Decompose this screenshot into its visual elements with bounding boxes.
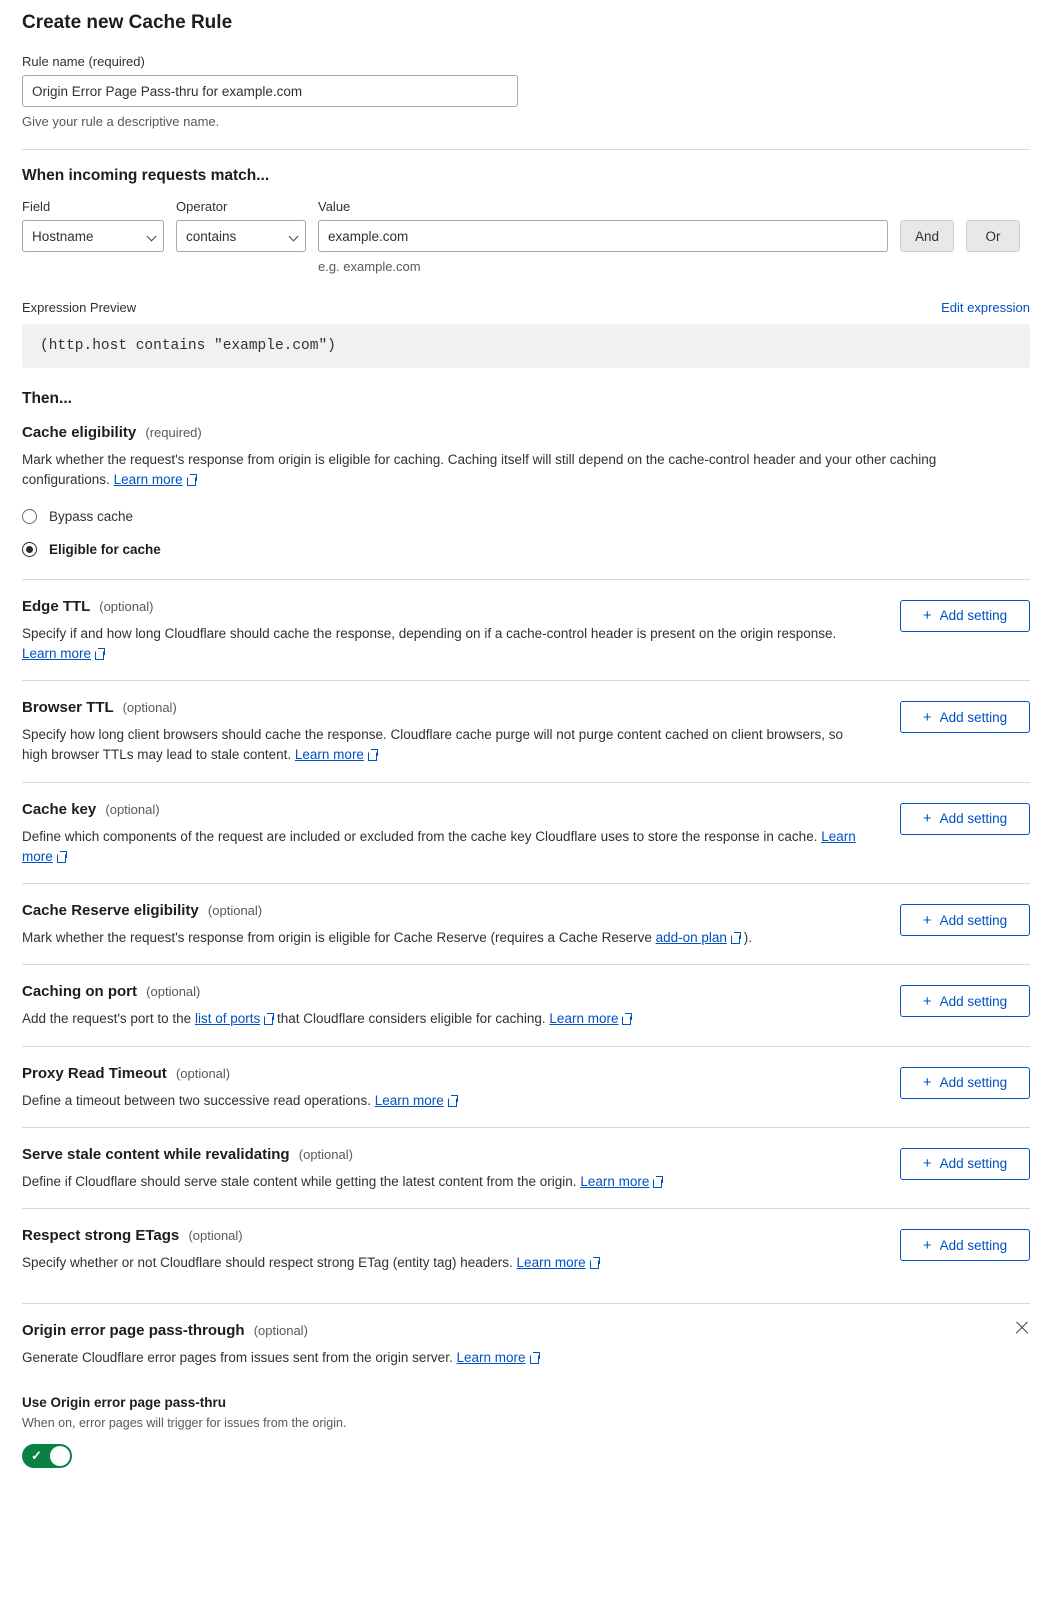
setting-description-post: ).	[743, 930, 752, 945]
add-setting-button[interactable]	[900, 1148, 1030, 1180]
setting-description-text: Define if Cloudflare should serve stale content while getting the latest content from the origin.	[22, 1173, 577, 1189]
setting-title-text: Browser TTL	[22, 699, 114, 716]
origin-error-page-title	[22, 1322, 1030, 1339]
radio-bypass-cache[interactable]	[22, 509, 1030, 524]
setting-description-post: that Cloudflare considers eligible for caching.	[277, 1011, 546, 1027]
setting-optional: (optional)	[146, 984, 201, 1000]
setting-row	[22, 883, 1030, 964]
operator-label: Operator	[176, 199, 228, 214]
setting-row	[22, 782, 1030, 884]
plus-icon: +	[922, 911, 932, 929]
external-link-icon	[530, 1353, 539, 1362]
value-label: Value	[318, 199, 351, 214]
setting-description	[22, 725, 862, 766]
value-input-wrap	[318, 220, 888, 274]
add-setting-label: Add setting	[939, 993, 1008, 1009]
learn-more-link[interactable]: Learn more	[22, 645, 92, 661]
origin-error-page-description-text: Generate Cloudflare error pages from issues sent from the origin server.	[22, 1350, 453, 1366]
add-setting-button[interactable]	[900, 985, 1030, 1017]
cache-eligibility-title-text: Cache eligibility	[22, 424, 137, 441]
toggle-title: Use Origin error page pass-thru	[22, 1394, 227, 1410]
setting-title	[22, 598, 862, 615]
plus-icon: +	[922, 1155, 932, 1173]
field-select-wrap	[22, 220, 164, 252]
setting-title-text: Respect strong ETags	[22, 1227, 180, 1244]
external-link-icon	[187, 475, 196, 484]
add-setting-label: Add setting	[939, 709, 1008, 725]
plus-icon: +	[922, 810, 932, 827]
edit-expression-link[interactable]: Edit expression	[941, 300, 1030, 315]
add-setting-label: Add setting	[939, 608, 1008, 623]
plus-icon: +	[922, 607, 932, 624]
learn-more-link[interactable]: Learn more	[374, 1092, 444, 1108]
rule-name-label: Rule name (required)	[22, 54, 145, 69]
setting-title	[22, 902, 752, 919]
learn-more-link[interactable]: Learn more	[294, 747, 364, 763]
match-column-labels	[22, 199, 1030, 214]
setting-description-text: Define a timeout between two successive read operations.	[22, 1092, 371, 1108]
field-select[interactable]	[22, 220, 164, 252]
origin-error-page-toggle[interactable]	[22, 1444, 72, 1468]
setting-row	[22, 579, 1030, 681]
setting-title	[22, 983, 631, 1000]
setting-optional: (optional)	[188, 1228, 243, 1243]
setting-title-text: Cache Reserve eligibility	[22, 902, 199, 919]
list-of-ports-link[interactable]: list of ports	[194, 1011, 261, 1027]
add-setting-button[interactable]	[900, 1067, 1030, 1099]
setting-title	[22, 1146, 662, 1163]
radio-eligible-for-cache[interactable]	[22, 542, 1030, 557]
setting-description-text: Specify how long client browsers should cache the response. Cloudflare cache purge will not purge content cached on client browsers, so high browser TTLs may lead to stale content.	[22, 727, 843, 763]
plus-icon: +	[922, 992, 932, 1010]
expression-header	[22, 300, 1030, 315]
match-section-title: When incoming requests match...	[22, 167, 270, 184]
external-link-icon	[264, 1014, 273, 1023]
origin-error-page-description	[22, 1348, 1030, 1368]
setting-optional: (optional)	[298, 1146, 353, 1162]
add-setting-button[interactable]	[900, 803, 1030, 835]
external-link-icon	[448, 1096, 457, 1105]
expression-preview: (http.host contains "example.com")	[22, 324, 1030, 368]
setting-description-pre: Add the request's port to the	[22, 1011, 192, 1027]
setting-description	[22, 1172, 662, 1192]
cache-eligibility-description-text: Mark whether the request's response from origin is eligible for caching. Caching itself will still depend on the cache-control header and your other caching configurations.	[22, 452, 937, 488]
setting-title	[22, 1065, 457, 1082]
value-input[interactable]	[318, 220, 888, 252]
learn-more-link[interactable]: Learn more	[22, 828, 856, 864]
setting-title-text: Caching on port	[22, 983, 137, 1001]
learn-more-link[interactable]: Learn more	[516, 1255, 586, 1270]
and-button[interactable]: And	[900, 220, 954, 252]
setting-text	[22, 983, 631, 1029]
setting-row	[22, 1046, 1030, 1127]
setting-title-text: Serve stale content while revalidating	[22, 1145, 290, 1163]
add-setting-label: Add setting	[939, 1156, 1008, 1172]
setting-optional: (optional)	[122, 700, 177, 715]
setting-description-text: Define which components of the request are included or excluded from the cache key Cloudflare uses to store the response in cache.	[22, 828, 818, 844]
setting-description-pre: Mark whether the request's response from origin is eligible for Cache Reserve (requires a Cache Reserve	[22, 930, 652, 945]
setting-text	[22, 902, 752, 948]
radio-eligible-for-cache-label: Eligible for cache	[49, 541, 161, 557]
check-icon: ✓	[31, 1447, 42, 1463]
origin-error-page-section	[22, 1303, 1030, 1467]
setting-optional: (optional)	[105, 801, 160, 817]
learn-more-link[interactable]: Learn more	[549, 1011, 619, 1027]
toggle-knob	[50, 1446, 70, 1466]
radio-icon-unchecked[interactable]	[22, 509, 37, 524]
setting-title-text: Edge TTL	[22, 597, 91, 615]
rule-name-input[interactable]	[22, 75, 518, 107]
then-section-title: Then...	[22, 390, 72, 407]
setting-text	[22, 801, 862, 868]
setting-optional: (optional)	[99, 598, 154, 614]
setting-optional: (optional)	[175, 1065, 231, 1081]
learn-more-link[interactable]: Learn more	[580, 1173, 650, 1189]
radio-bypass-cache-label: Bypass cache	[49, 508, 134, 524]
plus-icon: +	[922, 1074, 932, 1091]
setting-description	[22, 1253, 599, 1273]
setting-description-text: Specify if and how long Cloudflare should cache the response, depending on if a cache-control header is present on the origin response.	[22, 625, 837, 641]
add-setting-button[interactable]	[900, 1229, 1030, 1261]
setting-description	[22, 1009, 631, 1029]
external-link-icon	[653, 1177, 662, 1186]
add-setting-button[interactable]	[900, 701, 1030, 733]
setting-row	[22, 680, 1030, 782]
expression-label: Expression Preview	[22, 300, 137, 315]
origin-error-page-title-text: Origin error page pass-through	[22, 1322, 245, 1340]
add-setting-label: Add setting	[939, 1237, 1008, 1253]
setting-description	[22, 928, 752, 948]
setting-row	[22, 1208, 1030, 1289]
page-title: Create new Cache Rule	[22, 12, 233, 33]
plus-icon: +	[922, 708, 932, 726]
external-link-icon	[622, 1014, 631, 1023]
external-link-icon	[368, 750, 377, 759]
external-link-icon	[590, 1258, 599, 1267]
setting-description	[22, 827, 862, 868]
add-on-plan-link[interactable]: add-on plan	[655, 930, 727, 945]
setting-row	[22, 1127, 1030, 1208]
setting-description	[22, 1091, 457, 1111]
or-button[interactable]: Or	[966, 220, 1020, 252]
external-link-icon	[57, 852, 66, 861]
cache-eligibility-learn-more-link[interactable]: Learn more	[113, 472, 183, 488]
setting-title	[22, 1227, 599, 1244]
external-link-icon	[731, 933, 740, 942]
add-setting-label: Add setting	[939, 1075, 1008, 1090]
setting-title-text: Proxy Read Timeout	[22, 1064, 167, 1082]
setting-text	[22, 699, 862, 766]
rule-name-help: Give your rule a descriptive name.	[22, 114, 220, 129]
setting-text	[22, 1065, 457, 1111]
setting-text	[22, 598, 862, 665]
setting-text	[22, 1146, 662, 1192]
operator-select-wrap	[176, 220, 306, 252]
value-hint: e.g. example.com	[318, 259, 421, 274]
divider-after-rule-name	[22, 149, 1030, 150]
setting-optional: (optional)	[207, 903, 263, 918]
cache-eligibility-required: (required)	[145, 425, 202, 440]
cache-eligibility-title	[22, 424, 1030, 441]
setting-text	[22, 1227, 599, 1273]
field-label: Field	[22, 199, 51, 214]
toggle-subtext: When on, error pages will trigger for issues from the origin.	[22, 1415, 347, 1430]
setting-row	[22, 964, 1030, 1045]
origin-error-page-optional: (optional)	[253, 1323, 308, 1339]
plus-icon: +	[922, 1236, 932, 1254]
rule-name-group	[22, 54, 1030, 129]
add-setting-button[interactable]	[900, 600, 1030, 632]
cache-eligibility-section	[22, 424, 1030, 557]
setting-description	[22, 624, 862, 665]
match-row	[22, 220, 1030, 274]
setting-title-text: Cache key	[22, 800, 97, 818]
setting-description-text: Specify whether or not Cloudflare should respect strong ETag (entity tag) headers.	[22, 1255, 513, 1270]
setting-title	[22, 801, 862, 818]
learn-more-link[interactable]: Learn more	[456, 1350, 526, 1366]
cache-eligibility-description	[22, 450, 1002, 491]
add-setting-label: Add setting	[939, 912, 1008, 928]
add-setting-button[interactable]	[900, 904, 1030, 936]
setting-title	[22, 699, 862, 716]
operator-select[interactable]	[176, 220, 306, 252]
add-setting-label: Add setting	[939, 811, 1008, 826]
external-link-icon	[95, 649, 104, 658]
close-icon[interactable]	[1014, 1320, 1030, 1336]
radio-icon-checked[interactable]	[22, 542, 37, 557]
